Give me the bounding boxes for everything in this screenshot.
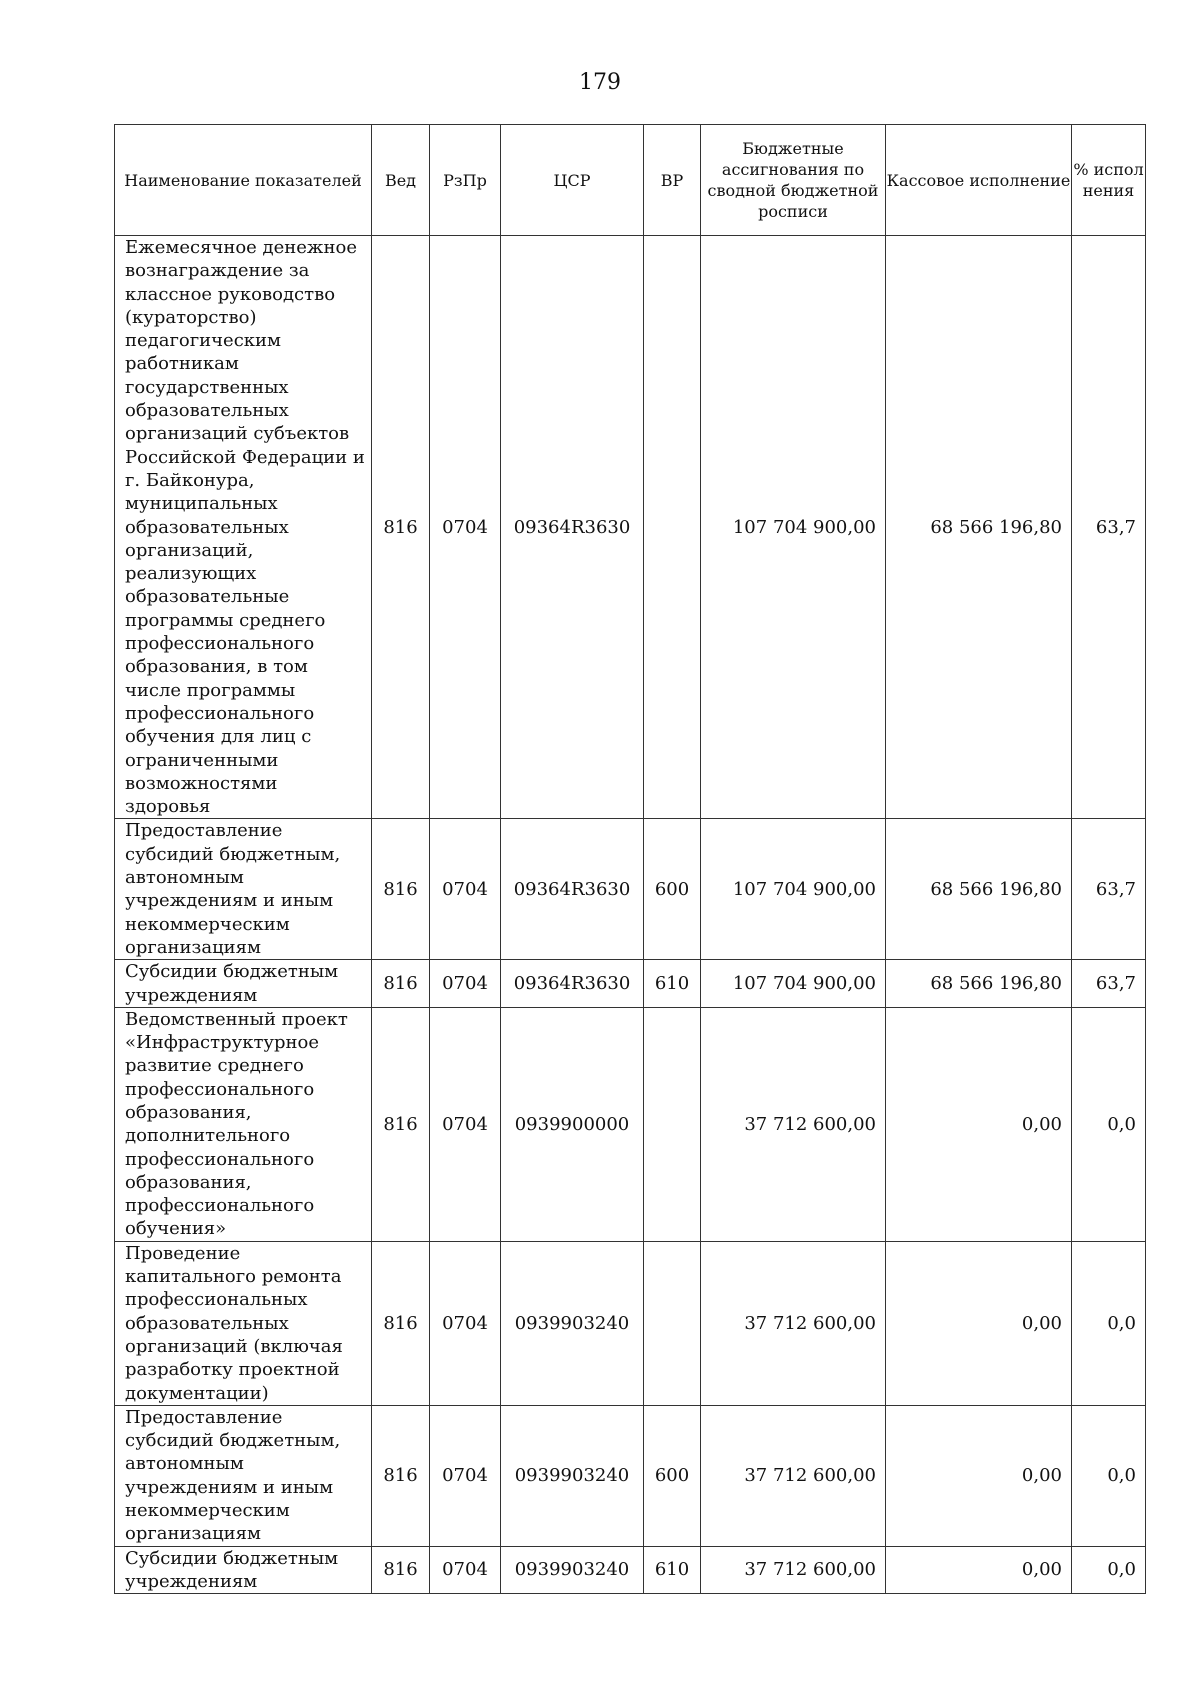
row-vr [644,1241,701,1405]
row-rzpr: 0704 [430,1405,501,1546]
row-percent: 63,7 [1072,819,1146,960]
header-rzpr: РзПр [430,125,501,236]
row-ved: 816 [372,1241,430,1405]
row-csr: 0939903240 [501,1546,644,1594]
row-ved: 816 [372,960,430,1008]
row-name: Ежемесячное денежное вознаграждение за классное руководство (кураторство) педагогическим работникам государственных образовательных организаций субъектов Российской Федерации и г. Байконура, муниципальных образовательных организаций, реализующих образовательные программы среднего профессионального образования, в том числе программы профессионального обучения для лиц с ограниченными возможностями здоровья [115,236,372,819]
row-csr: 09364R3630 [501,960,644,1008]
row-csr: 0939903240 [501,1405,644,1546]
row-vr: 600 [644,1405,701,1546]
row-name: Субсидии бюджетным учреждениям [115,1546,372,1594]
row-rzpr: 0704 [430,960,501,1008]
row-ved: 816 [372,236,430,819]
row-ved: 816 [372,819,430,960]
header-vr: ВР [644,125,701,236]
row-assignments: 107 704 900,00 [701,960,886,1008]
table-row [115,1007,1146,1241]
row-ved: 816 [372,1405,430,1546]
row-ved: 816 [372,1546,430,1594]
row-execution: 0,00 [886,1007,1072,1241]
row-csr: 09364R3630 [501,819,644,960]
budget-table [114,124,1146,1594]
table-row [115,960,1146,1008]
header-assignments: Бюджетные ассигнования по сводной бюджетной росписи [701,125,886,236]
row-execution: 68 566 196,80 [886,236,1072,819]
row-name: Предоставление субсидий бюджетным, автономным учреждениям и иным некоммерческим организациям [115,819,372,960]
row-percent: 63,7 [1072,960,1146,1008]
row-name: Ведомственный проект «Инфраструктурное развитие среднего профессионального образования, дополнительного профессионального образования, профессионального обучения» [115,1007,372,1241]
row-assignments: 37 712 600,00 [701,1007,886,1241]
row-percent: 0,0 [1072,1546,1146,1594]
row-assignments: 107 704 900,00 [701,236,886,819]
table-row [115,819,1146,960]
header-name: Наименование показателей [115,125,372,236]
row-vr [644,1007,701,1241]
row-csr: 0939903240 [501,1241,644,1405]
table-row [115,236,1146,819]
row-execution: 68 566 196,80 [886,960,1072,1008]
row-vr: 610 [644,960,701,1008]
row-name: Предоставление субсидий бюджетным, автономным учреждениям и иным некоммерческим организациям [115,1405,372,1546]
row-vr: 600 [644,819,701,960]
row-name: Проведение капитального ремонта профессиональных образовательных организаций (включая разработку проектной документации) [115,1241,372,1405]
row-percent: 0,0 [1072,1007,1146,1241]
row-rzpr: 0704 [430,1546,501,1594]
row-rzpr: 0704 [430,1241,501,1405]
row-rzpr: 0704 [430,819,501,960]
row-percent: 0,0 [1072,1241,1146,1405]
table-row [115,1241,1146,1405]
row-assignments: 37 712 600,00 [701,1405,886,1546]
row-percent: 0,0 [1072,1405,1146,1546]
row-execution: 68 566 196,80 [886,819,1072,960]
row-csr: 0939900000 [501,1007,644,1241]
header-percent: % испол нения [1072,125,1146,236]
row-execution: 0,00 [886,1241,1072,1405]
row-percent: 63,7 [1072,236,1146,819]
row-rzpr: 0704 [430,1007,501,1241]
table-row [115,1546,1146,1594]
page-number: 179 [579,70,621,95]
table-header-row [115,125,1146,236]
row-rzpr: 0704 [430,236,501,819]
row-assignments: 37 712 600,00 [701,1546,886,1594]
row-ved: 816 [372,1007,430,1241]
row-csr: 09364R3630 [501,236,644,819]
row-assignments: 37 712 600,00 [701,1241,886,1405]
table-row [115,1405,1146,1546]
row-execution: 0,00 [886,1546,1072,1594]
header-execution: Кассовое исполнение [886,125,1072,236]
header-csr: ЦСР [501,125,644,236]
row-vr: 610 [644,1546,701,1594]
header-ved: Вед [372,125,430,236]
row-assignments: 107 704 900,00 [701,819,886,960]
row-name: Субсидии бюджетным учреждениям [115,960,372,1008]
row-vr [644,236,701,819]
row-execution: 0,00 [886,1405,1072,1546]
